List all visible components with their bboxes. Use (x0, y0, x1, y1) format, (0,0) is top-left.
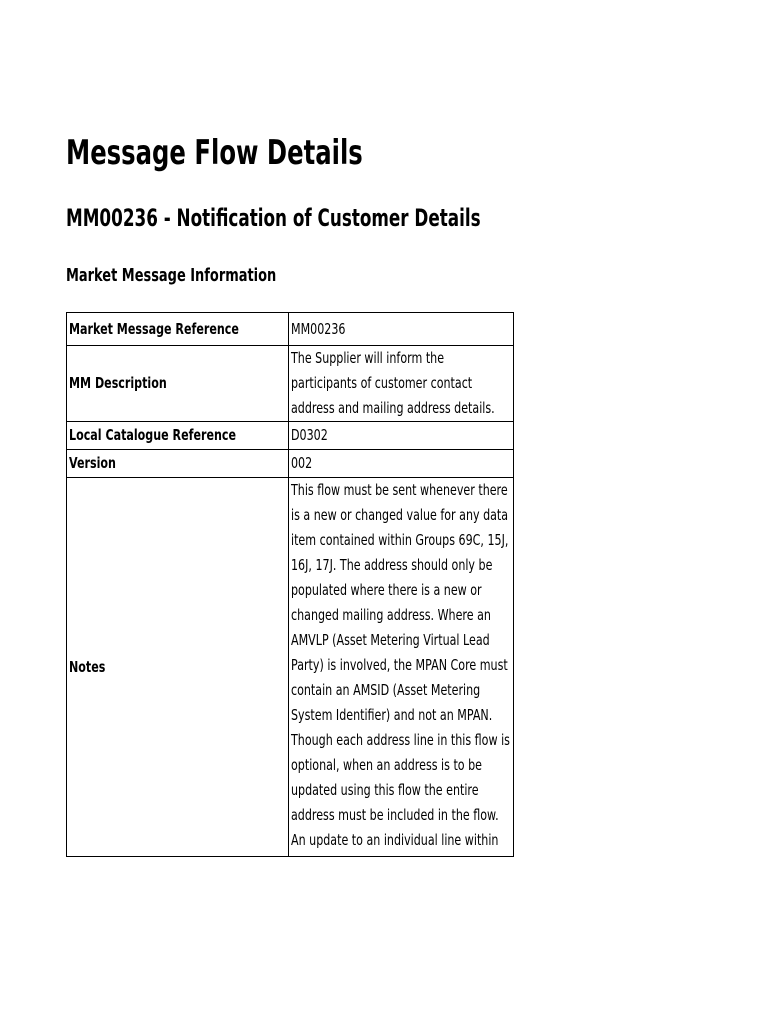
row-value: The Supplier will inform the participants of customer contact address and mailing address details. (291, 349, 495, 417)
row-label: Market Message Reference (69, 319, 239, 338)
row-value: 002 (291, 454, 313, 472)
row-value-cell (289, 313, 514, 346)
row-value-cell (289, 346, 514, 422)
row-label: Local Catalogue Reference (69, 426, 236, 444)
table-row-catalogue (67, 422, 514, 450)
row-label: Version (69, 454, 116, 472)
section-heading (66, 264, 358, 288)
market-message-info-table (66, 312, 514, 857)
section-heading-text: Market Message Information (66, 265, 277, 286)
row-value-cell (289, 450, 514, 478)
row-label-cell (67, 478, 289, 857)
row-label-cell (67, 346, 289, 422)
table-row-description (67, 346, 514, 422)
row-label: Notes (69, 657, 106, 676)
row-label: MM Description (69, 374, 167, 392)
row-value: MM00236 (291, 319, 346, 338)
row-value: This flow must be sent whenever there is a new or changed value for any data item contained within Groups 69C, 15J, 16J, 17J. The address should only be populated where there is a new or changed mailing address. Where an AMVLP (Asset Metering Virtual Lead Party) is involved, the MPAN Core must contain an AMSID (Asset Metering System Identifier) and not an MPAN. Though each address line in this flow is optional, when an address is to be updated using this flow the entire address must be included in the flow. An update to an individual line within (291, 481, 510, 849)
page-title-text: Message Flow Details (66, 133, 363, 173)
row-label-cell (67, 422, 289, 450)
message-subtitle (66, 203, 658, 233)
row-label-cell (67, 450, 289, 478)
row-value-cell (289, 478, 514, 857)
row-label-cell (67, 313, 289, 346)
message-subtitle-text: MM00236 - Notification of Customer Details (66, 204, 481, 232)
table-row-reference (67, 313, 514, 346)
row-value: D0302 (291, 426, 328, 444)
table-row-version (67, 450, 514, 478)
page-title (66, 133, 481, 173)
table-row-notes (67, 478, 514, 857)
row-value-cell (289, 422, 514, 450)
